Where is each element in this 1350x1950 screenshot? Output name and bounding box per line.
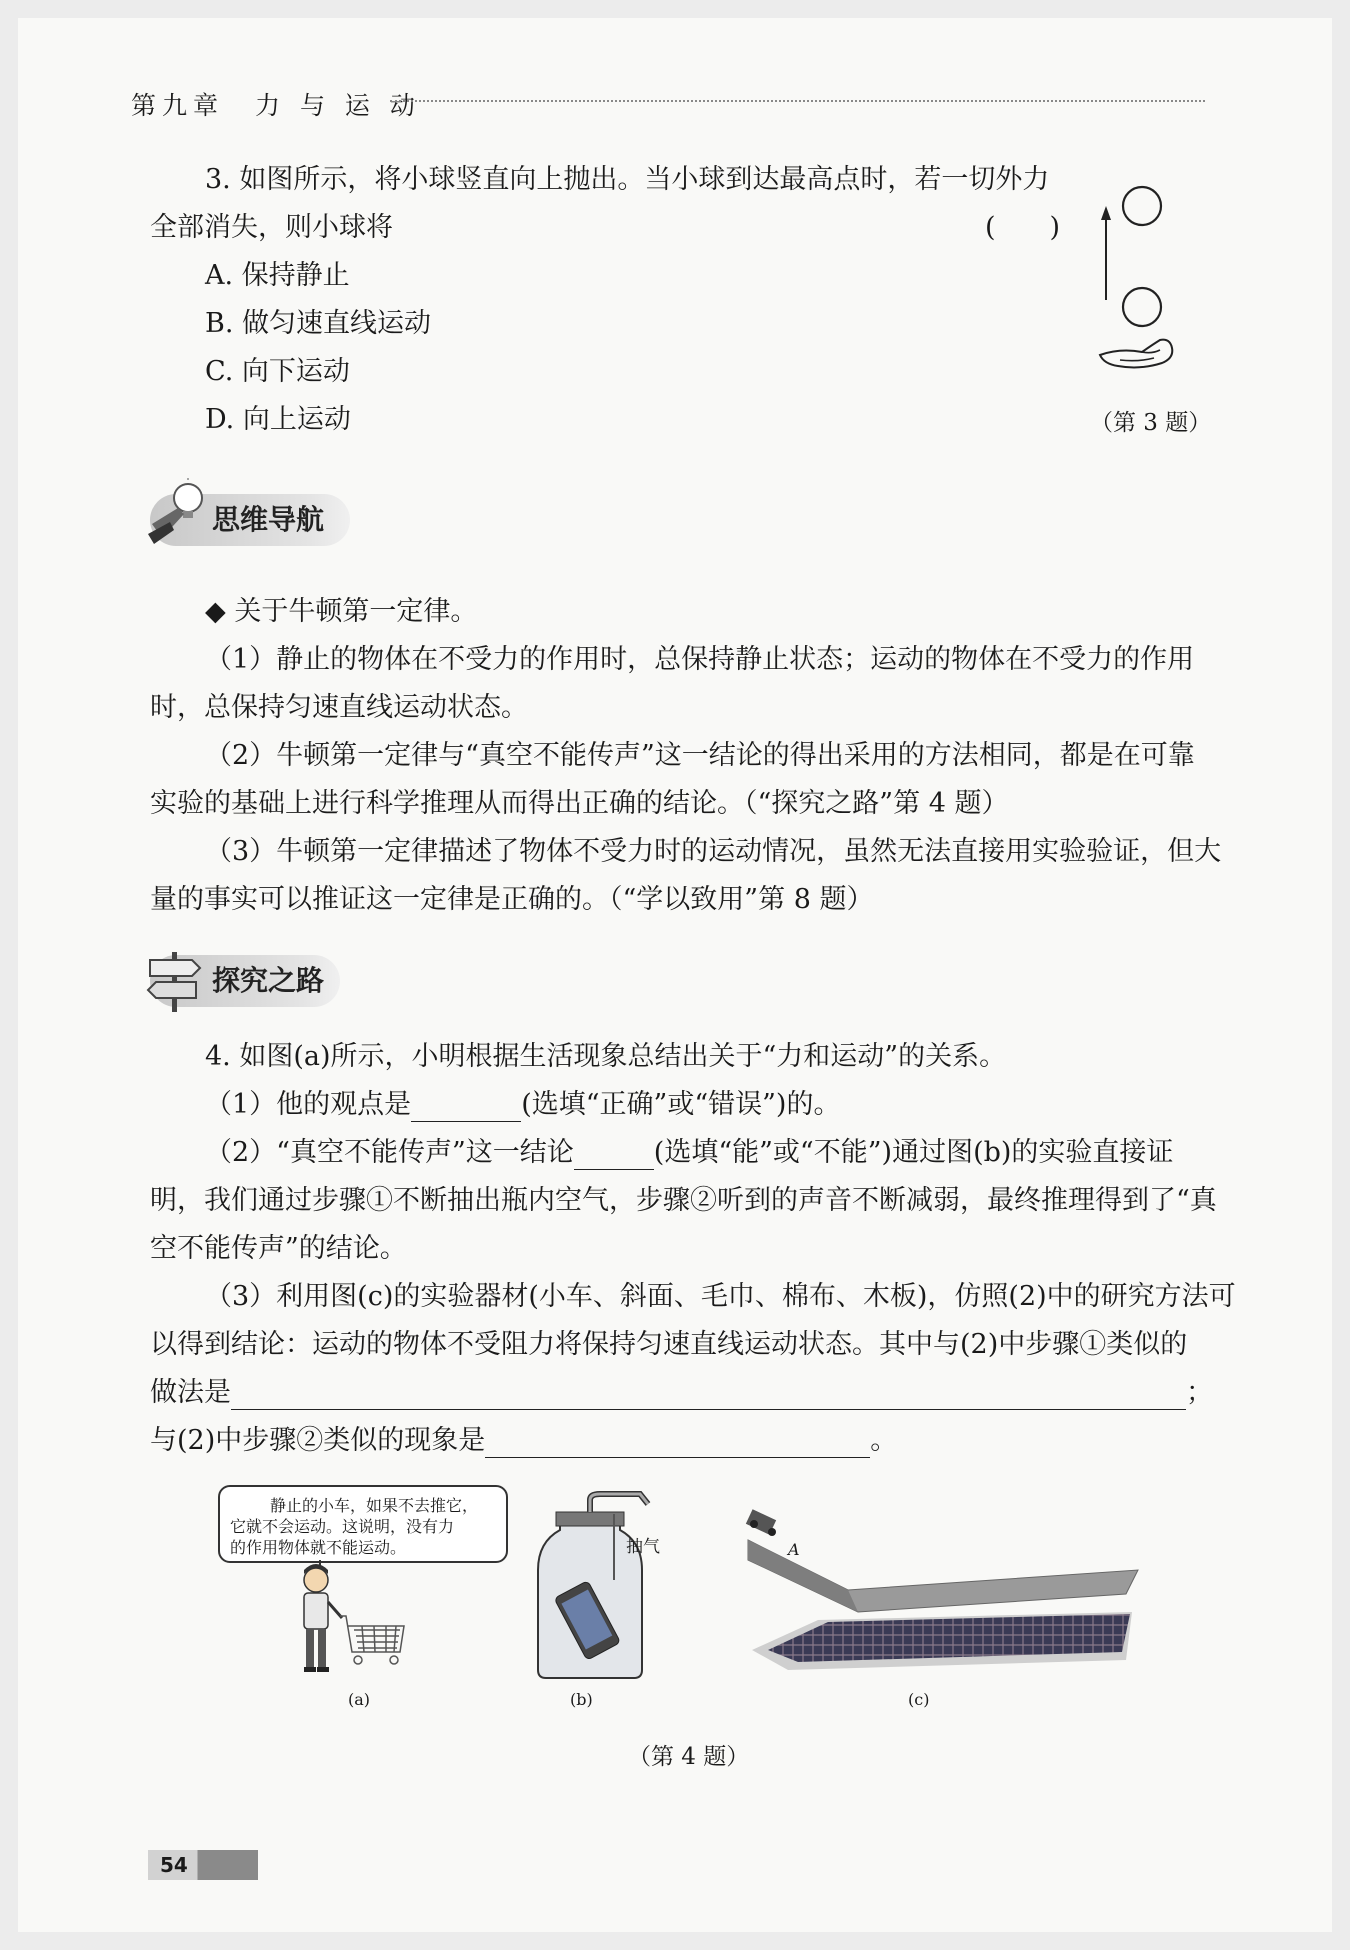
q4-sub2-hint: (选填“能”或“不能”)通过图(b)的实验直接证 xyxy=(653,1137,1174,1168)
section1-p3-line2: 量的事实可以推证这一定律是正确的。（“学以致用”第 8 题） xyxy=(150,884,874,915)
page-number-text: 54 xyxy=(160,1853,188,1877)
q4-sub3-text: 做法是 xyxy=(150,1377,231,1408)
q3-line2: 全部消失，则小球将 xyxy=(150,212,393,243)
figure-label-c: (c) xyxy=(908,1690,930,1709)
section1-p2-line2: 实验的基础上进行科学推理从而得出正确的结论。（“探究之路”第 4 题） xyxy=(150,788,1009,819)
chapter-header: 第九章 力 与 运 动 xyxy=(131,91,421,120)
q3-ball-figure xyxy=(1090,180,1190,390)
vacuum-bottle-figure xyxy=(530,1490,680,1685)
ramp-cart-figure xyxy=(728,1500,1148,1675)
header-divider xyxy=(390,100,1205,102)
q4-sub1-hint: (选填“正确”或“错误”)的。 xyxy=(521,1089,841,1120)
q3-option-d: D. 向上运动 xyxy=(205,404,351,435)
section1-p1-line1: （1）静止的物体在不受力的作用时，总保持静止状态；运动的物体在不受力的作用 xyxy=(205,644,1195,675)
q4-sub2 xyxy=(205,1136,1173,1170)
bubble-line1: 静止的小车，如果不去推它， xyxy=(270,1496,479,1515)
bubble-line3: 的作用物体就不能运动。 xyxy=(230,1538,407,1557)
ramp-point-label: A xyxy=(788,1540,800,1559)
boy-with-cart-figure xyxy=(290,1560,410,1690)
speech-bubble xyxy=(218,1485,508,1563)
section1-p3-line1: （3）牛顿第一定律描述了物体不受力时的运动情况，虽然无法直接用实验验证，但大 xyxy=(205,836,1222,867)
q4-sub3-line2: 以得到结论：运动的物体不受阻力将保持匀速直线运动状态。其中与(2)中步骤①类似的 xyxy=(150,1329,1188,1360)
q3-line1: 3. 如图所示，将小球竖直向上抛出。当小球到达最高点时，若一切外力 xyxy=(205,164,1050,195)
q4-sub2-line3: 空不能传声”的结论。 xyxy=(150,1233,407,1264)
q4-sub3-line1: （3）利用图(c)的实验器材(小车、斜面、毛巾、棉布、木板)，仿照(2)中的研究方法可 xyxy=(205,1281,1236,1312)
figure-label-a: (a) xyxy=(348,1690,371,1709)
q4-figure-caption: （第 4 题） xyxy=(628,1744,750,1770)
lightbulb-hand-icon xyxy=(144,478,208,548)
q4-sub3-text2: 与(2)中步骤②类似的现象是 xyxy=(150,1425,486,1456)
answer-blank-4[interactable] xyxy=(485,1431,870,1458)
q4-stem: 4. 如图(a)所示，小明根据生活现象总结出关于“力和运动”的关系。 xyxy=(205,1041,1007,1072)
ball-bottom-icon xyxy=(1123,288,1161,326)
answer-blank-1[interactable] xyxy=(411,1095,521,1122)
toy-cart-icon xyxy=(746,1509,776,1536)
q3-option-b: B. 做匀速直线运动 xyxy=(205,308,432,339)
q4-sub2-line2: 明，我们通过步骤①不断抽出瓶内空气，步骤②听到的声音不断减弱，最终推理得到了“真 xyxy=(150,1185,1217,1216)
signpost-icon xyxy=(146,948,206,1014)
answer-blank-3[interactable] xyxy=(231,1383,1186,1410)
boy-head-icon xyxy=(304,1568,328,1592)
figure-label-b: (b) xyxy=(570,1690,593,1709)
q4-sub1 xyxy=(205,1088,840,1122)
hand-icon xyxy=(1100,340,1172,368)
section-title: 思维导航 xyxy=(212,503,325,536)
q4-sub3-punct: ； xyxy=(1186,1377,1213,1408)
shopping-cart-icon xyxy=(340,1616,404,1664)
bubble-line2: 它就不会运动。这说明，没有力 xyxy=(230,1517,455,1536)
q4-sub1-text: （1）他的观点是 xyxy=(205,1089,412,1120)
pump-label: 抽气 xyxy=(626,1537,660,1557)
q3-answer-bracket: ( ) xyxy=(985,212,1061,243)
q4-sub3-line4 xyxy=(150,1424,897,1458)
page-number xyxy=(148,1850,258,1880)
section-title: 探究之路 xyxy=(212,964,325,997)
q3-figure-caption: （第 3 题） xyxy=(1090,410,1212,436)
ball-top-icon xyxy=(1123,187,1161,225)
section1-bullet: ◆ 关于牛顿第一定律。 xyxy=(205,596,478,627)
section1-p1-line2: 时，总保持匀速直线运动状态。 xyxy=(150,692,528,723)
q3-option-a: A. 保持静止 xyxy=(205,260,350,291)
section1-p2-line1: （2）牛顿第一定律与“真空不能传声”这一结论的得出采用的方法相同，都是在可靠 xyxy=(205,740,1195,771)
q4-sub2-text: （2）“真空不能传声”这一结论 xyxy=(205,1137,574,1168)
answer-blank-2[interactable] xyxy=(574,1143,654,1170)
q4-sub3-punct2: 。 xyxy=(870,1425,898,1456)
q3-option-c: C. 向下运动 xyxy=(205,356,350,387)
q4-sub3-line3 xyxy=(150,1376,1213,1410)
